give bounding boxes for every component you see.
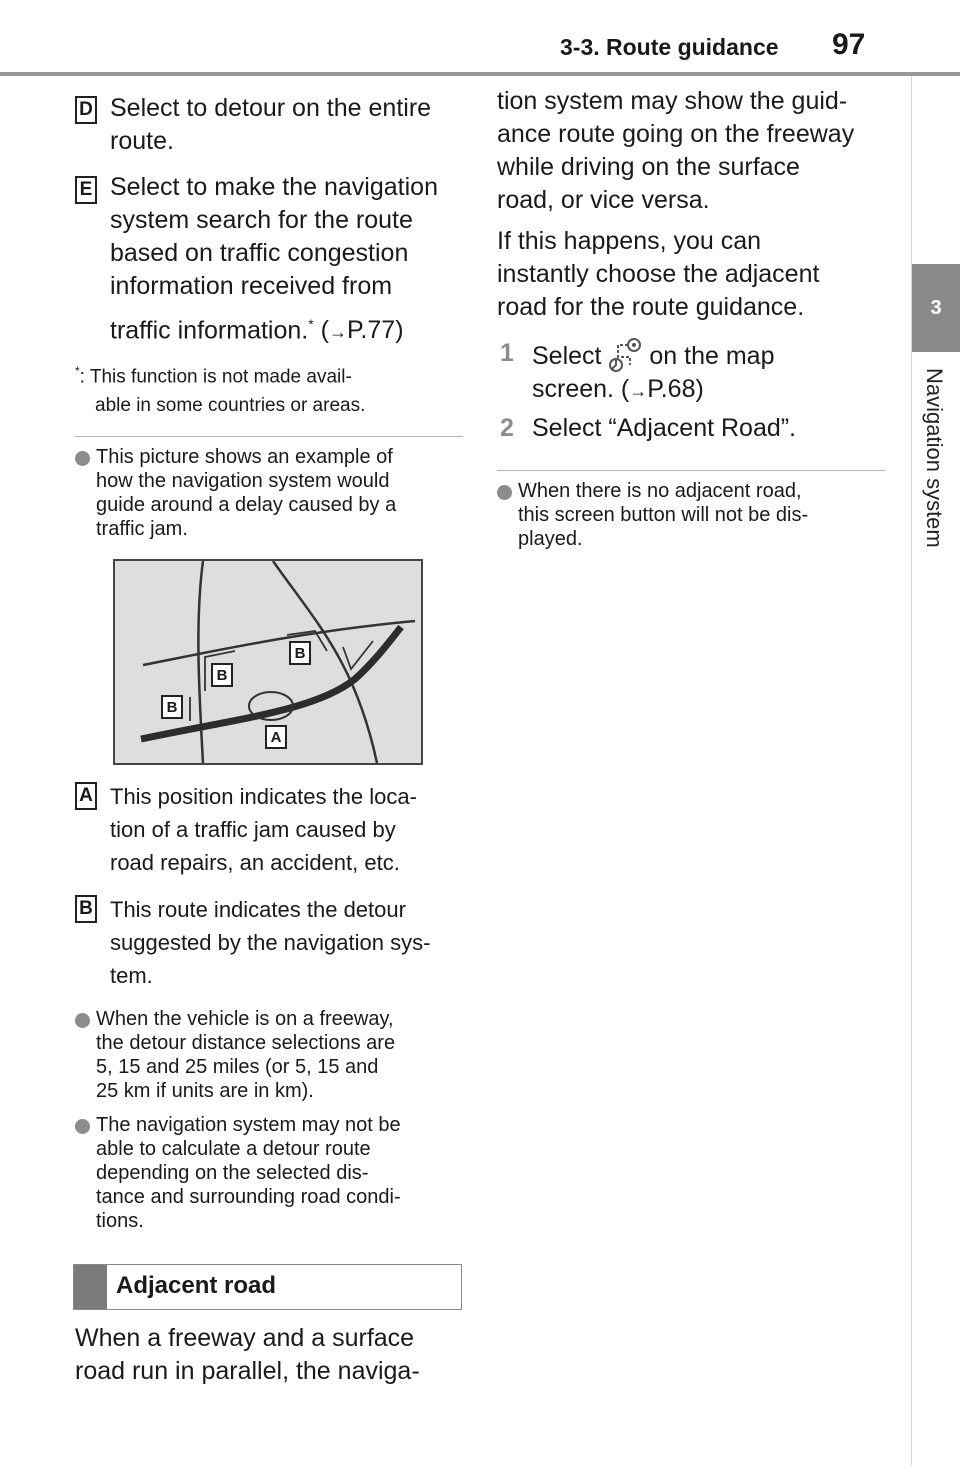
figure-label-b2: B — [211, 663, 233, 687]
page-ref-68-text: P.68 — [647, 375, 696, 403]
page-ref-68[interactable] — [629, 375, 695, 403]
note-adjacent-line-3: played. — [518, 528, 583, 550]
note-adjacent-line-2: this screen button will not be dis- — [518, 504, 809, 526]
section-intro-left — [75, 1322, 420, 1388]
item-e-line-5 — [110, 308, 438, 349]
footnote-line-1: : This function is not made avail- — [79, 366, 352, 388]
note-picture — [75, 445, 465, 545]
note-picture-line-1: This picture shows an example of — [96, 446, 393, 468]
label-e: E — [75, 176, 97, 204]
footnote-mark: * — [308, 316, 314, 332]
legend-label-a: A — [75, 782, 97, 810]
step-1 — [500, 337, 900, 407]
adjacent-road-icon[interactable] — [608, 337, 642, 373]
item-e-last-text: traffic information. — [110, 316, 309, 345]
figure-label-a: A — [265, 725, 287, 749]
note-picture-line-3: guide around a delay caused by a — [96, 494, 397, 516]
note-freeway-distance — [75, 1007, 465, 1107]
note-freeway-line-1: When the vehicle is on a freeway, — [96, 1008, 394, 1030]
intro-right-line-4: road, or vice versa. — [497, 186, 710, 214]
detour-map-figure — [113, 559, 423, 765]
footnote-line-2: able in some countries or areas. — [95, 395, 366, 417]
legend-b-line-3: tem. — [110, 963, 153, 988]
note-adjacent-road — [497, 479, 887, 555]
note-divider-left — [75, 436, 463, 437]
step-1-after-icon: on the map — [649, 342, 775, 370]
section-title: 3-3. Route guidance — [560, 34, 779, 60]
note-freeway-line-4: 25 km if units are in km). — [96, 1080, 314, 1102]
legend-b-line-2: suggested by the navigation sys- — [110, 930, 431, 955]
para2-line-1: If this happens, you can — [497, 227, 762, 255]
note-picture-line-4: traffic jam. — [96, 518, 188, 540]
section-paragraph-2 — [497, 225, 819, 324]
step-2 — [500, 412, 900, 448]
section-heading-bar — [74, 1265, 107, 1309]
label-d: D — [75, 96, 97, 124]
note-detour-line-1: The navigation system may not be — [96, 1114, 401, 1136]
step-2-number: 2 — [500, 414, 514, 442]
chapter-tab: 3 — [912, 264, 960, 352]
note-detour-line-4: tance and surrounding road condi- — [96, 1186, 401, 1208]
footnote-star: * — [75, 364, 80, 378]
note-picture-line-2: how the navigation system would — [96, 470, 390, 492]
note-divider-right — [497, 470, 885, 471]
figure-label-b1: B — [161, 695, 183, 719]
item-e-line-4: information received from — [110, 272, 393, 300]
page-number: 97 — [832, 28, 866, 61]
intro-left-line-2: road run in parallel, the naviga- — [75, 1357, 420, 1385]
page-ref-77-text: P.77 — [346, 316, 396, 345]
intro-right-line-1: tion system may show the guid- — [497, 87, 848, 115]
step-2-text: Select “Adjacent Road”. — [532, 414, 797, 442]
item-e-line-3: based on traffic congestion — [110, 239, 409, 267]
bullet-icon — [75, 1013, 90, 1028]
item-e-line-2: system search for the route — [110, 206, 413, 234]
section-heading-adjacent-road — [73, 1264, 462, 1310]
footnote — [75, 357, 455, 420]
note-detour-line-5: tions. — [96, 1210, 144, 1232]
legend-a-line-3: road repairs, an accident, etc. — [110, 850, 400, 875]
map-freeway — [141, 627, 401, 739]
item-d-text — [110, 92, 431, 158]
note-freeway-line-3: 5, 15 and 25 miles (or 5, 15 and — [96, 1056, 379, 1078]
note-adjacent-line-1: When there is no adjacent road, — [518, 480, 802, 502]
figure-label-b3: B — [289, 641, 311, 665]
step-1-line2-prefix: screen. ( — [532, 375, 630, 403]
note-detour-calc — [75, 1113, 465, 1237]
step-1-line2-suffix: ) — [695, 375, 704, 403]
chapter-label: Navigation system — [922, 368, 947, 548]
legend-b-line-1: This route indicates the detour — [110, 897, 406, 922]
step-1-number: 1 — [500, 339, 514, 367]
legend-a-line-1: This position indicates the loca- — [110, 784, 417, 809]
item-d-line-1: Select to detour on the entire — [110, 94, 432, 122]
bullet-icon — [75, 1119, 90, 1134]
map-road-vertical-left — [198, 561, 203, 763]
note-detour-line-2: able to calculate a detour route — [96, 1138, 371, 1160]
note-detour-line-3: depending on the selected dis- — [96, 1162, 369, 1184]
legend-label-b: B — [75, 895, 97, 923]
legend-b-text — [110, 893, 430, 992]
note-freeway-line-2: the detour distance selections are — [96, 1032, 396, 1054]
page-ref-77[interactable]: (→P.77) — [320, 316, 404, 345]
intro-right-line-3: while driving on the surface — [497, 153, 800, 181]
para2-line-2: instantly choose the adjacent — [497, 260, 820, 288]
arrow-right-icon: → — [328, 322, 347, 343]
legend-a-text — [110, 780, 417, 879]
intro-left-line-1: When a freeway and a surface — [75, 1324, 415, 1352]
intro-right-line-2: ance route going on the freeway — [497, 120, 855, 148]
para2-line-3: road for the route guidance. — [497, 293, 805, 321]
item-e-text — [110, 171, 438, 349]
section-heading-text: Adjacent road — [116, 1272, 277, 1299]
header-rule — [0, 72, 960, 76]
step-1-before-icon: Select — [532, 342, 602, 370]
bullet-icon — [75, 451, 90, 466]
section-intro-right — [497, 85, 854, 217]
legend-a-line-2: tion of a traffic jam caused by — [110, 817, 396, 842]
item-d-line-2: route. — [110, 127, 174, 155]
bullet-icon — [497, 485, 512, 500]
item-e-line-1: Select to make the navigation — [110, 173, 438, 201]
arrow-right-icon: → — [629, 381, 648, 401]
